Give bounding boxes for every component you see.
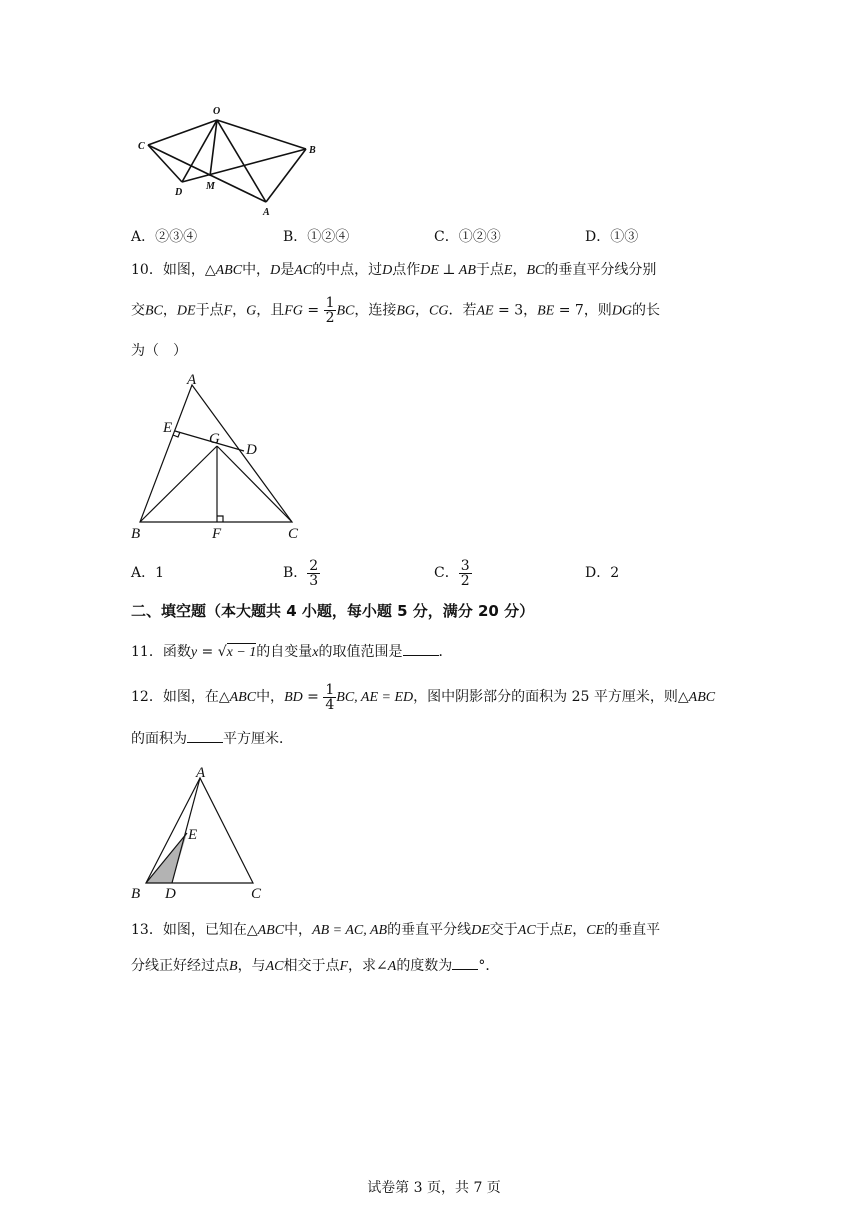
q9-label-A: A [263,207,270,218]
q13-line2: 分线正好经过点B，与AC相交于点F，求∠A的度数为 °． [131,955,499,977]
q10-figure [125,368,315,546]
q10-label-G: G [209,431,220,447]
q12-label-C: C [251,886,262,902]
q13-line1: 13．如图，已知在△ABC中，AB = AC, AB的垂直平分线DE交于AC于点E，CE的垂直平 [131,922,661,938]
q10-label-E: E [163,420,173,436]
q12-figure [125,760,275,902]
q10-option-d: D．2 [585,565,620,581]
q10-option-c: C． $\frac{3}{2}$ [434,557,470,589]
q10-option-b-fraction: $\frac{2}{3}$ [309,557,319,589]
q12-label-B: B [131,886,141,902]
section-heading: 二、填空题（本大题共 4 小题，每小题 5 分，满分 20 分） [131,602,535,620]
q9-label-D: D [175,187,183,198]
sqrt-sign: √ [217,644,227,660]
q12-line2: 的面积为 平方厘米． [131,728,293,749]
q12-line1: 12．如图，在△ABC中，BD = $\frac{1}{4}$ BC, AE = ED，图中阴影部分的面积为 25 平方厘米，则△ABC [131,681,716,713]
q9-option-d: D．①③ [585,229,639,245]
q10-option-c-fraction: $\frac{3}{2}$ [460,557,470,589]
q9-figure [130,100,330,220]
q13-answer-blank[interactable] [452,955,478,970]
q11-line: 11．函数y = √x − 1的自变量x的取值范围是 ． [131,641,453,663]
q9-label-C: C [138,141,145,152]
q10-label-B: B [131,526,141,542]
q9-label-M: M [206,181,215,192]
q10-option-b: B． $\frac{2}{3}$ [283,557,319,589]
q9-option-a: A．②③④ [131,229,198,245]
q12-label-D: D [165,886,176,902]
q10-label-C: C [288,526,299,542]
q9-option-c: C．①②③ [434,229,501,245]
q10-line1: 10．如图，△ABC中，D是AC的中点，过D点作DE ⊥ AB于点E，BC的垂直平分线分别 [131,262,657,278]
q10-line3: 为（ ） [131,343,187,359]
q10-label-A: A [187,372,197,388]
q10-option-a: A．1 [131,565,165,581]
q9-option-b: B．①②④ [283,229,350,245]
q9-label-B: B [309,145,316,156]
q9-label-O: O [213,106,221,117]
q10-line2: 交BC，DE于点F，G，且FG = $\frac{1}{2}$ BC，连接BG，CG．若AE = 3，BE = 7，则DG的长 [131,295,661,326]
q11-answer-blank[interactable] [403,641,439,656]
q10-label-D: D [246,442,257,458]
q12-answer-blank[interactable] [187,728,223,743]
page-footer: 试卷第 3 页，共 7 页 [367,1180,501,1196]
q12-fraction: $\frac{1}{4}$ [325,681,335,713]
q10-label-F: F [212,526,222,542]
q12-label-E: E [188,827,198,843]
q12-label-A: A [196,765,206,781]
q10-fraction: $\frac{1}{2}$ [325,295,335,326]
